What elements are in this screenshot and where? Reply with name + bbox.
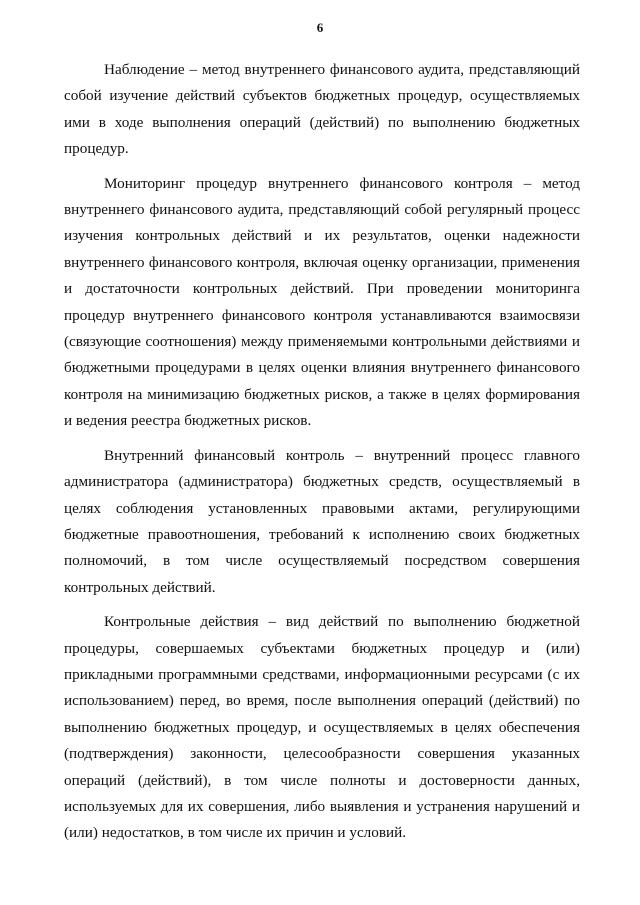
paragraph-observation: Наблюдение – метод внутреннего финансового аудита, представляющий собой изучение действий субъектов бюджетных процедур, осуществляемых ими в ходе выполнения операций (действий) по выполнению бюджетных процедур. <box>64 61 580 158</box>
document-body <box>64 57 580 855</box>
page-number: 6 <box>316 20 324 35</box>
paragraph-control-actions: Контрольные действия – вид действий по выполнению бюджетной процедуры, совершаемых субъектами бюджетных процедур и (или) прикладными программными средствами, информационными ресурсами (с их использованием) перед, во время, после выполнения операций (действий) по выполнению бюджетных процедур, и осуществляемых в целях обеспечения (подтверждения) законности, целесообразности совершения указанных операций (действий), в том числе полноты и достоверности данных, используемых для их совершения, либо выявления и устранения нарушений и (или) недостатков, в том числе их причин и условий. <box>64 613 580 842</box>
paragraph-internal-control: Внутренний финансовый контроль – внутренний процесс главного администратора (администратора) бюджетных средств, осуществляемый в целях соблюдения установленных правовыми актами, регулирующими бюджетные правоотношения, требований к исполнению своих бюджетных полномочий, в том числе осуществляемый посредством совершения контрольных действий. <box>64 446 580 596</box>
paragraph-monitoring: Мониторинг процедур внутреннего финансового контроля – метод внутреннего финансового аудита, представляющий собой регулярный процесс изучения контрольных действий и их результатов, оценки надежности внутреннего финансового контроля, включая оценку организации, применения и достаточности контрольных действий. При проведении мониторинга процедур внутреннего финансового контроля устанавливаются взаимосвязи (связующие соотношения) между применяемыми контрольными действиями и бюджетными процедурами в целях оценки влияния внутреннего финансового контроля на минимизацию бюджетных рисков, а также в целях формирования и ведения реестра бюджетных рисков. <box>64 174 580 430</box>
